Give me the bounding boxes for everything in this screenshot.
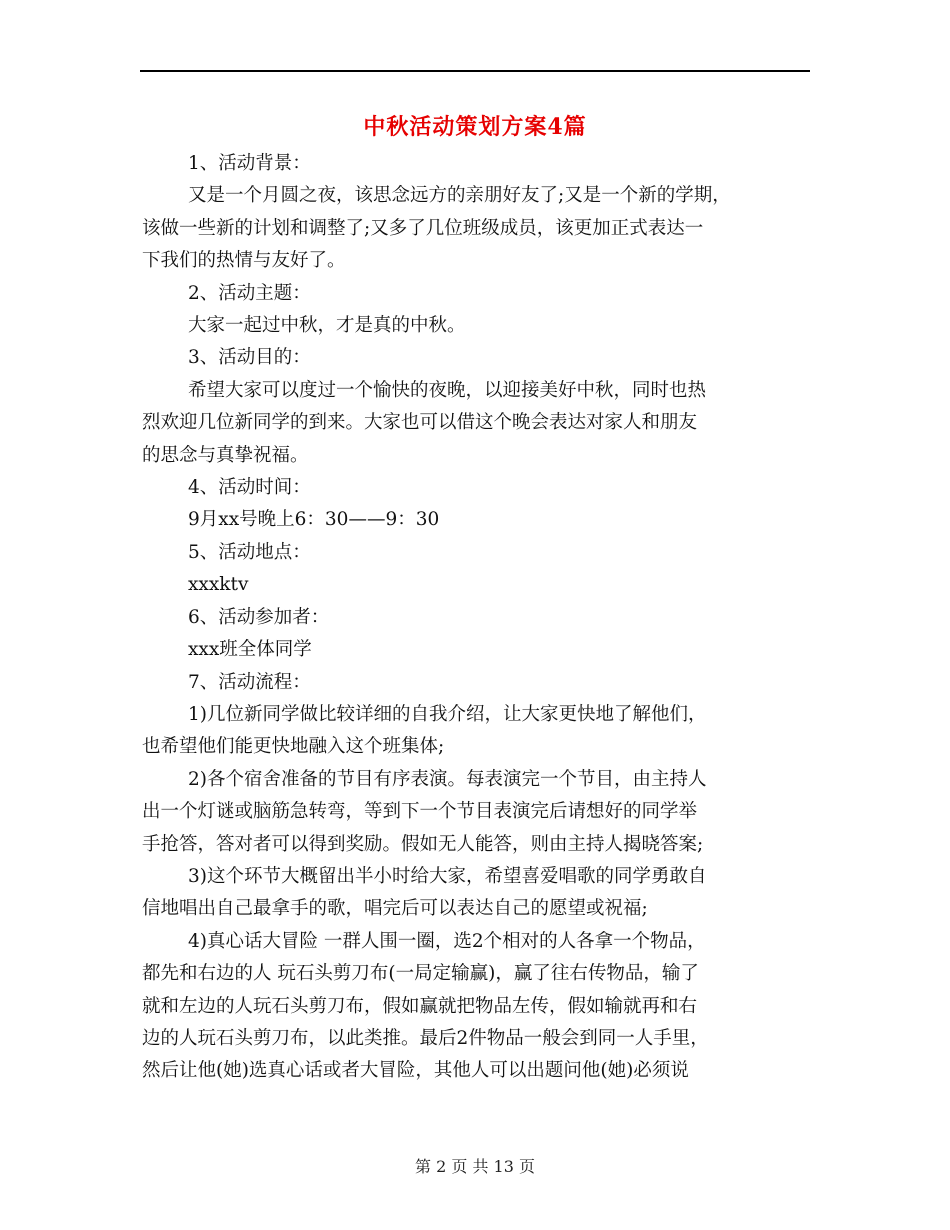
section-heading: 1、活动背景： bbox=[188, 153, 311, 174]
paragraph-line: 4)真心话大冒险 一群人围一圈，选2个相对的人各拿一个物品， bbox=[188, 930, 706, 952]
section-heading: 5、活动地点： bbox=[188, 541, 311, 563]
section-heading: 4、活动时间： bbox=[188, 477, 311, 499]
paragraph-line: xxxktv bbox=[188, 574, 249, 596]
paragraph-line: 边的人玩石头剪刀布，以此类推。最后2件物品一般会到同一人手里， bbox=[142, 1027, 709, 1049]
section-heading: 2、活动主题： bbox=[188, 282, 311, 304]
paragraph-line: 手抢答，答对者可以得到奖励。假如无人能答，则由主持人揭晓答案; bbox=[142, 833, 704, 855]
paragraph-line: 就和左边的人玩石头剪刀布，假如赢就把物品左传，假如输就再和右 bbox=[142, 995, 698, 1017]
document-body bbox=[142, 148, 817, 1088]
paragraph-line: 的思念与真挚祝福。 bbox=[142, 444, 309, 466]
paragraph-line: 都先和右边的人 玩石头剪刀布(一局定输赢)，赢了往右传物品，输了 bbox=[142, 963, 699, 985]
paragraph-line: 然后让他(她)选真心话或者大冒险，其他人可以出题问他(她)必须说 bbox=[142, 1060, 689, 1082]
paragraph-line: 9月xx号晚上6：30——9：30 bbox=[188, 509, 440, 531]
page-footer: 第 2 页 共 13 页 bbox=[415, 1157, 535, 1176]
paragraph-line: 2)各个宿舍准备的节目有序表演。每表演完一个节目，由主持人 bbox=[188, 768, 707, 790]
header-rule bbox=[140, 70, 810, 72]
section-heading: 7、活动流程： bbox=[188, 671, 311, 693]
section-heading: 6、活动参加者： bbox=[188, 606, 330, 628]
paragraph-line: 又是一个月圆之夜，该思念远方的亲朋好友了;又是一个新的学期， bbox=[188, 185, 731, 207]
paragraph-line: 也希望他们能更快地融入这个班集体; bbox=[142, 736, 445, 758]
paragraph-line: 3)这个环节大概留出半小时给大家，希望喜爱唱歌的同学勇敢自 bbox=[188, 865, 707, 887]
paragraph-line: 该做一些新的计划和调整了;又多了几位班级成员，该更加正式表达一 bbox=[142, 217, 704, 239]
paragraph-line: 希望大家可以度过一个愉快的夜晚，以迎接美好中秋，同时也热 bbox=[188, 379, 707, 401]
paragraph-line: xxx班全体同学 bbox=[188, 639, 312, 661]
paragraph-line: 烈欢迎几位新同学的到来。大家也可以借这个晚会表达对家人和朋友 bbox=[142, 412, 698, 434]
document-title: 中秋活动策划方案4篇 bbox=[363, 114, 587, 140]
paragraph-line: 下我们的热情与友好了。 bbox=[142, 250, 346, 272]
paragraph-line: 出一个灯谜或脑筋急转弯，等到下一个节目表演完后请想好的同学举 bbox=[142, 801, 698, 823]
paragraph-line: 信地唱出自己最拿手的歌，唱完后可以表达自己的愿望或祝福; bbox=[142, 898, 648, 920]
paragraph-line: 1)几位新同学做比较详细的自我介绍，让大家更快地了解他们， bbox=[188, 703, 707, 725]
paragraph-line: 大家一起过中秋，才是真的中秋。 bbox=[188, 315, 466, 337]
section-heading: 3、活动目的： bbox=[188, 347, 311, 369]
